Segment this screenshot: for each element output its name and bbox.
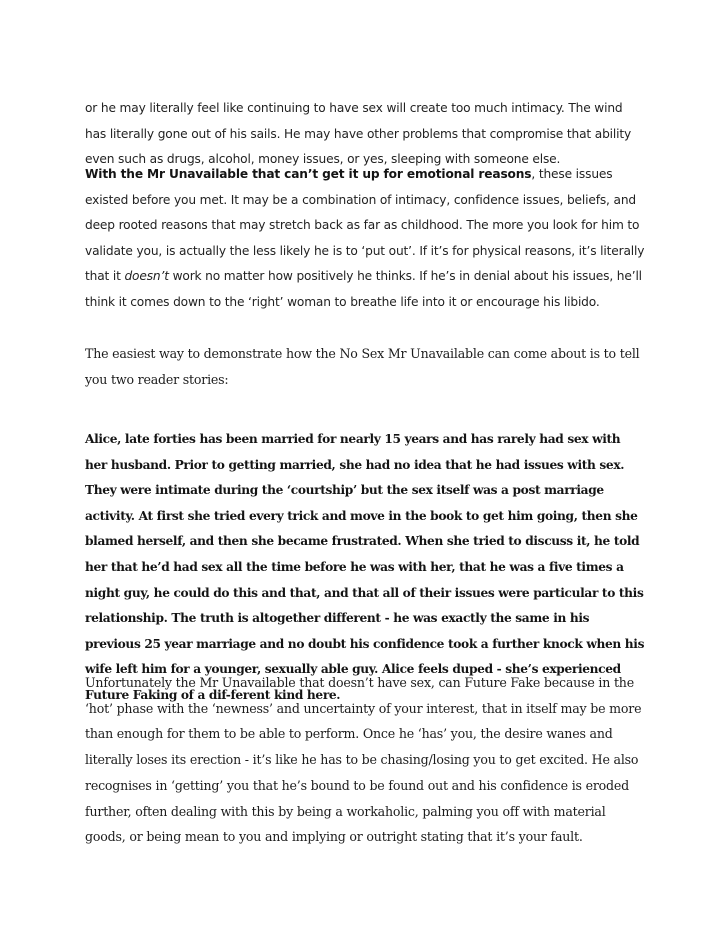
paragraph-text-b: work no matter how positively he thinks. If he’s in denial about his issues, he’ll think it comes down to the ‘right’ woman to breathe life into it or encourage his libido. — [85, 269, 642, 309]
paragraph-alice-story — [85, 427, 645, 709]
paragraph-text: The easiest way to demonstrate how the No Sex Mr Unavailable can come about is to tell you two reader stories: — [85, 346, 640, 387]
paragraph-bold-lead: With the Mr Unavailable that can’t get it up for emotional reasons — [85, 167, 532, 181]
paragraph-text: Alice, late forties has been married for nearly 15 years and has rarely had sex with her husband. Prior to getting married, she had no idea that he had issues with sex. They were intimate during the ‘courtship’ but the sex itself was a post marriage activity. At first she tried every trick and move in the book to get him going, then she blamed herself, and then she became frustrated. When she tried to discuss it, he told her that he’d had sex all the time before he was with her, that he was a five times a night guy, he could do this and that, and that all of their issues were particular to this relationship. The truth is altogether different - he was exactly the same in his previous 25 year marriage and no doubt his confidence took a further knock when his wife left him for a younger, sexually able guy. Alice feels duped - she’s experienced Future Faking of a dif-ferent kind here. — [85, 432, 645, 702]
paragraph-text: or he may literally feel like continuing to have sex will create too much intimacy. The wind has literally gone out of his sails. He may have other problems that compromise that ability even such as drugs, alcohol, money issues, or yes, sleeping with someone else. — [85, 101, 632, 166]
paragraph-italic: doesn’t — [124, 269, 169, 283]
paragraph-text-a: , these issues existed before you met. It may be a combination of intimacy, confidence issues, beliefs, and deep rooted reasons that may stretch back as far as childhood. The more you look for him to validate you, is actually the less likely he is to ‘put out’. If it’s for physical reasons, it’s literally that it — [85, 167, 645, 283]
paragraph-reader-stories-intro — [85, 341, 645, 392]
paragraph-future-fake — [85, 670, 645, 850]
paragraph-text: Unfortunately the Mr Unavailable that doesn’t have sex, can Future Fake because in the ‘hot’ phase with the ‘newness’ and uncertainty of your interest, that in itself may be more than enough for them to be able to perform. Once he ‘has’ you, the desire wanes and literally loses its erection - it’s like he has to be chasing/losing you to get excited. He also recognises in ‘getting’ you that he’s bound to be found out and his confidence is eroded further, often dealing with this by being a workaholic, palming you off with material goods, or being mean to you and implying or outright stating that it’s your fault. — [85, 675, 642, 845]
paragraph-emotional-reasons — [85, 162, 645, 315]
